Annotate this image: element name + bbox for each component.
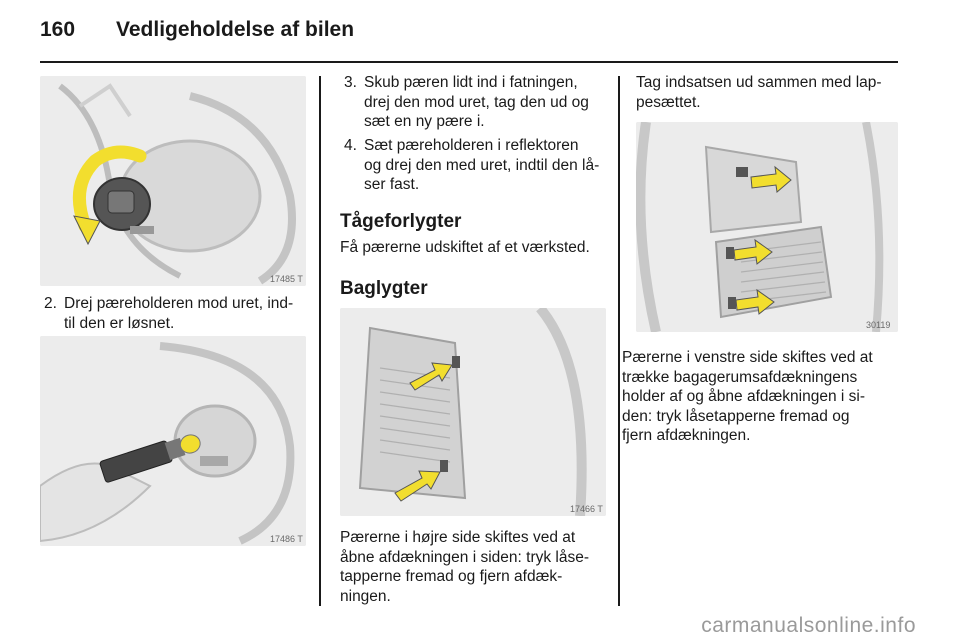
section-heading-fog-lights: Tågeforlygter [340,211,462,232]
step-line: og drej den med uret, indtil den lå- [364,156,600,174]
text-line: trække bagagerumsafdækningens [622,368,858,386]
step-line: sæt en ny pære i. [364,113,485,130]
text-line: ningen. [340,587,391,605]
watermark: carmanualsonline.info [701,614,916,637]
bulb-removal-illustration [40,336,306,546]
column-divider-right [618,76,620,606]
text-line: den: tryk låsetapperne fremad og [622,407,850,425]
step-line: Drej pæreholderen mod uret, ind- [64,295,294,312]
section-heading-rear-lights: Baglygter [340,278,428,299]
bulb-holder-rotate-illustration [40,76,306,286]
text-line: tapperne fremad og fjern afdæk- [340,568,563,585]
page-title: Vedligeholdelse af bilen [116,18,355,41]
step-line: Skub pæren lidt ind i fatningen, [364,74,578,91]
step-line: til den er løsnet. [64,314,175,332]
rear-left-text [622,348,902,446]
text-line: Pærerne i venstre side skiftes ved at [622,349,873,366]
figure-code: 17485 T [270,274,303,284]
text-line: fjern afdækningen. [622,427,751,444]
step-line: Sæt pæreholderen i reflektoren [364,137,579,154]
step-line: ser fast. [364,176,420,193]
figure-code: 30119 [866,320,891,330]
text-line: pesættet. [636,93,701,111]
figure-code: 17486 T [270,534,303,544]
rear-left-cover-illustration [636,122,898,332]
figure-bulb-holder-rotate [40,76,306,286]
text-line: Tag indsatsen ud sammen med lap- [636,74,882,91]
figure-rear-right-cover [340,308,606,516]
step-number: 4. [344,137,357,154]
text-line: Pærerne i højre side skiftes ved at [340,529,576,546]
text-line: holder af og åbne afdækningen i si- [622,388,865,405]
text-line: åbne afdækningen i siden: tryk låse- [340,548,590,566]
rear-right-cover-illustration [340,308,606,516]
remove-insert-text [636,73,901,112]
page-number: 160 [40,18,76,41]
figure-bulb-removal [40,336,306,546]
fog-lights-text: Få pærerne udskiftet af et værksted. [340,239,590,256]
step-number: 2. [44,295,57,312]
header-divider [40,61,898,63]
step-line: drej den mod uret, tag den ud og [364,93,589,111]
rear-right-text [340,528,615,606]
column-divider-left [319,76,321,606]
figure-rear-left-cover [636,122,898,332]
step-number: 3. [344,74,357,91]
figure-code: 17466 T [570,504,603,514]
